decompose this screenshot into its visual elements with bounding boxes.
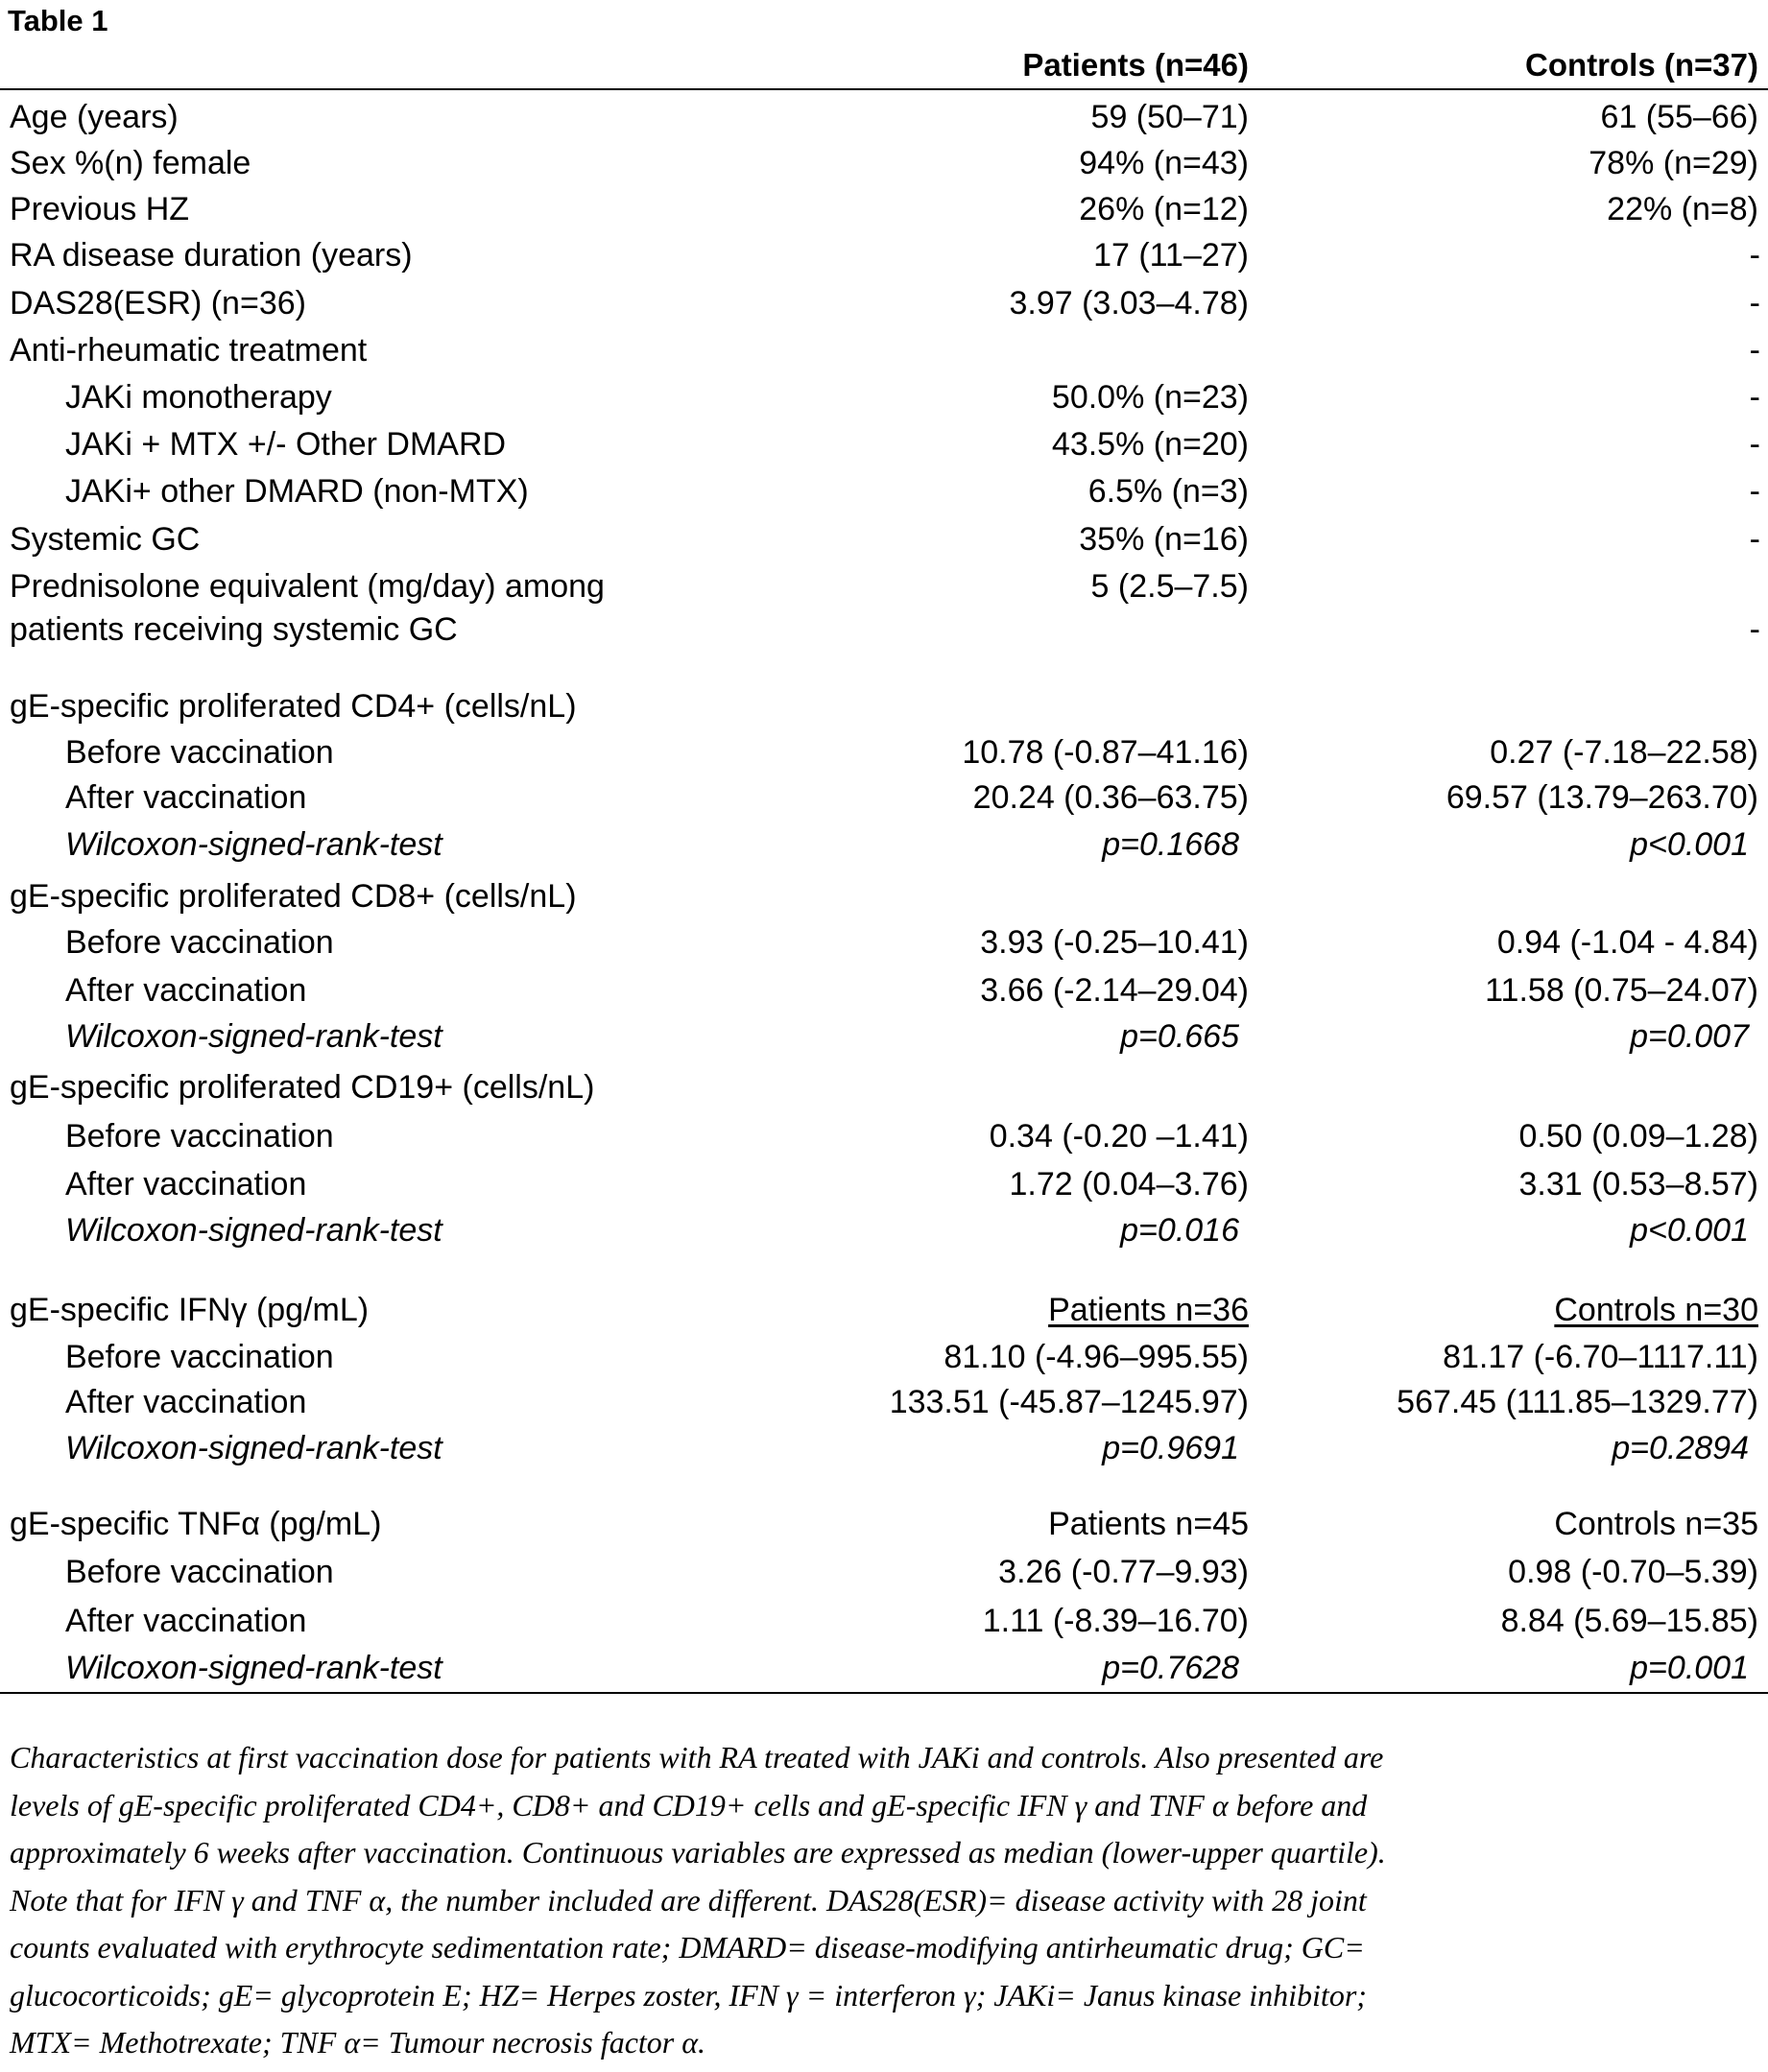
patients-value: 26% (n=12) [1079,191,1249,227]
controls-value: - [1749,379,1760,416]
caption-line: levels of gE-specific proliferated CD4+, CD8+ and CD19+ cells and gE-specific IFN γ and TNF α before and [10,1787,1368,1822]
controls-value: p<0.001 [1630,1212,1749,1249]
controls-value: - [1749,332,1760,369]
patients-header: Patients (n=46) [1022,47,1249,83]
table-row [0,1013,1768,1060]
row-label: Before vaccination [65,1118,334,1155]
section-label: gE-specific proliferated CD8+ (cells/nL) [10,878,577,915]
controls-value: 78% (n=29) [1589,145,1758,181]
row-label: Before vaccination [65,1554,334,1590]
row-label: Wilcoxon-signed-rank-test [65,1650,442,1686]
patients-value: p=0.1668 [1102,826,1239,863]
table-row [0,1645,1768,1691]
patients-value: p=0.665 [1120,1018,1239,1055]
controls-value: p<0.001 [1630,826,1749,863]
section-heading-cd19 [0,1064,1768,1110]
controls-value: 0.27 (-7.18–22.58) [1490,734,1758,771]
caption-line: Characteristics at first vaccination dose for patients with RA treated with JAKi and controls. Also presented are [10,1740,1384,1774]
table-row [0,919,1768,965]
table-row [0,1425,1768,1471]
section-heading-cd4 [0,683,1768,729]
controls-value: 0.94 (-1.04 - 4.84) [1496,924,1758,961]
controls-header: Controls (n=37) [1525,47,1758,83]
caption-line: glucocorticoids; gE= glycoprotein E; HZ= Herpes zoster, IFN γ = interferon γ; JAKi= Janus kinase inhibitor; [10,1977,1367,2012]
controls-value: p=0.007 [1630,1018,1749,1055]
controls-value: - [1749,611,1760,648]
table-row [0,774,1768,821]
row-label: Wilcoxon-signed-rank-test [65,1212,442,1249]
row-label: After vaccination [65,1384,307,1420]
table-row [0,1161,1768,1207]
patients-value: 50.0% (n=23) [1051,379,1249,416]
controls-value: - [1749,237,1760,274]
controls-value: 69.57 (13.79–263.70) [1445,779,1758,816]
table-row [0,327,1768,373]
controls-value: 0.50 (0.09–1.28) [1518,1118,1758,1155]
controls-n-label: Controls n=35 [1554,1506,1758,1542]
header-row [0,42,1768,88]
row-label: JAKi monotherapy [65,379,332,416]
header-rule [0,88,1768,90]
patients-value: 10.78 (-0.87–41.16) [962,734,1249,771]
patients-value: 0.34 (-0.20 –1.41) [989,1118,1249,1155]
row-label: Wilcoxon-signed-rank-test [65,1018,442,1055]
patients-value: 6.5% (n=3) [1087,473,1249,510]
table-row [0,468,1768,514]
table-row [0,607,1768,653]
table-row [0,563,1768,609]
patients-value: 43.5% (n=20) [1051,426,1249,463]
table-row [0,374,1768,420]
row-label: Wilcoxon-signed-rank-test [65,1430,442,1466]
row-label: RA disease duration (years) [10,237,413,274]
patients-value: 3.26 (-0.77–9.93) [998,1554,1249,1590]
controls-value: - [1749,473,1760,510]
table-row [0,1334,1768,1380]
row-label: Before vaccination [65,924,334,961]
table-row [0,1379,1768,1425]
table-caption [10,1734,1737,2067]
controls-value: 22% (n=8) [1607,191,1758,227]
controls-value: 0.98 (-0.70–5.39) [1508,1554,1758,1590]
patients-value: 1.11 (-8.39–16.70) [982,1603,1249,1639]
controls-value: 567.45 (111.85–1329.77) [1397,1384,1758,1420]
table-row [0,280,1768,326]
row-label: After vaccination [65,972,307,1009]
patients-value: p=0.7628 [1102,1650,1239,1686]
table-row [0,1549,1768,1595]
table-row [0,1113,1768,1159]
table-title: Table 1 [8,4,108,37]
row-label: patients receiving systemic GC [10,611,458,648]
controls-value: 81.17 (-6.70–1117.11) [1443,1339,1758,1375]
controls-value: 61 (55–66) [1600,99,1758,135]
row-label: Previous HZ [10,191,190,227]
controls-value: p=0.001 [1630,1650,1749,1686]
table-row [0,94,1768,140]
table-row [0,421,1768,467]
table-row [0,186,1768,232]
table-row [0,822,1768,868]
patients-n-label: Patients n=36 [1048,1292,1249,1328]
patients-value: 17 (11–27) [1093,237,1249,274]
bottom-rule [0,1692,1768,1694]
table-row [0,1598,1768,1644]
patients-value: 5 (2.5–7.5) [1090,568,1249,605]
row-label: After vaccination [65,1166,307,1203]
patients-value: p=0.9691 [1102,1430,1239,1466]
row-label: Sex %(n) female [10,145,251,181]
section-heading-cd8 [0,873,1768,919]
row-label: Systemic GC [10,521,201,558]
section-heading-tnf [0,1501,1768,1547]
controls-value: p=0.2894 [1612,1430,1749,1466]
patients-value: 3.97 (3.03–4.78) [1009,285,1249,322]
patients-value: 3.93 (-0.25–10.41) [980,924,1249,961]
row-label: After vaccination [65,1603,307,1639]
table-row [0,516,1768,562]
controls-value: - [1749,285,1760,322]
controls-value: - [1749,426,1760,463]
patients-n-label: Patients n=45 [1048,1506,1249,1542]
row-label: Prednisolone equivalent (mg/day) among [10,568,605,605]
patients-value: 59 (50–71) [1090,99,1249,135]
patients-value: 133.51 (-45.87–1245.97) [889,1384,1249,1420]
row-label: Age (years) [10,99,179,135]
patients-value: 3.66 (-2.14–29.04) [980,972,1249,1009]
caption-line: MTX= Methotrexate; TNF α= Tumour necrosis factor α. [10,2025,706,2060]
table-row [0,140,1768,186]
section-label: gE-specific proliferated CD4+ (cells/nL) [10,688,577,725]
controls-value: 8.84 (5.69–15.85) [1500,1603,1758,1639]
caption-line: Note that for IFN γ and TNF α, the number included are different. DAS28(ESR)= disease activity with 28 joint [10,1882,1367,1917]
section-label: gE-specific proliferated CD19+ (cells/nL) [10,1069,595,1106]
patients-value: 35% (n=16) [1079,521,1249,558]
caption-line: counts evaluated with erythrocyte sedimentation rate; DMARD= disease-modifying antirheumatic drug; GC= [10,1930,1365,1965]
patients-value: 1.72 (0.04–3.76) [1009,1166,1249,1203]
table-row [0,1207,1768,1253]
patients-value: p=0.016 [1120,1212,1239,1249]
patients-value: 94% (n=43) [1079,145,1249,181]
caption-line: approximately 6 weeks after vaccination. Continuous variables are expressed as median (lower-upper quartile). [10,1835,1386,1870]
controls-value: 11.58 (0.75–24.07) [1485,972,1758,1009]
controls-n-label: Controls n=30 [1554,1292,1758,1328]
row-label: JAKi+ other DMARD (non-MTX) [65,473,529,510]
table-row [0,232,1768,278]
patients-value: 20.24 (0.36–63.75) [972,779,1249,816]
section-heading-ifn [0,1287,1768,1333]
section-label: gE-specific IFNγ (pg/mL) [10,1292,370,1328]
controls-value: - [1749,521,1760,558]
row-label: DAS28(ESR) (n=36) [10,285,306,322]
row-label: Before vaccination [65,734,334,771]
controls-value: 3.31 (0.53–8.57) [1518,1166,1758,1203]
section-label: gE-specific TNFα (pg/mL) [10,1506,382,1542]
table-row [0,967,1768,1013]
row-label: Anti-rheumatic treatment [10,332,368,369]
row-label: Before vaccination [65,1339,334,1375]
row-label: After vaccination [65,779,307,816]
patients-value: 81.10 (-4.96–995.55) [944,1339,1249,1375]
row-label: JAKi + MTX +/- Other DMARD [65,426,507,463]
table-row [0,729,1768,775]
row-label: Wilcoxon-signed-rank-test [65,826,442,863]
